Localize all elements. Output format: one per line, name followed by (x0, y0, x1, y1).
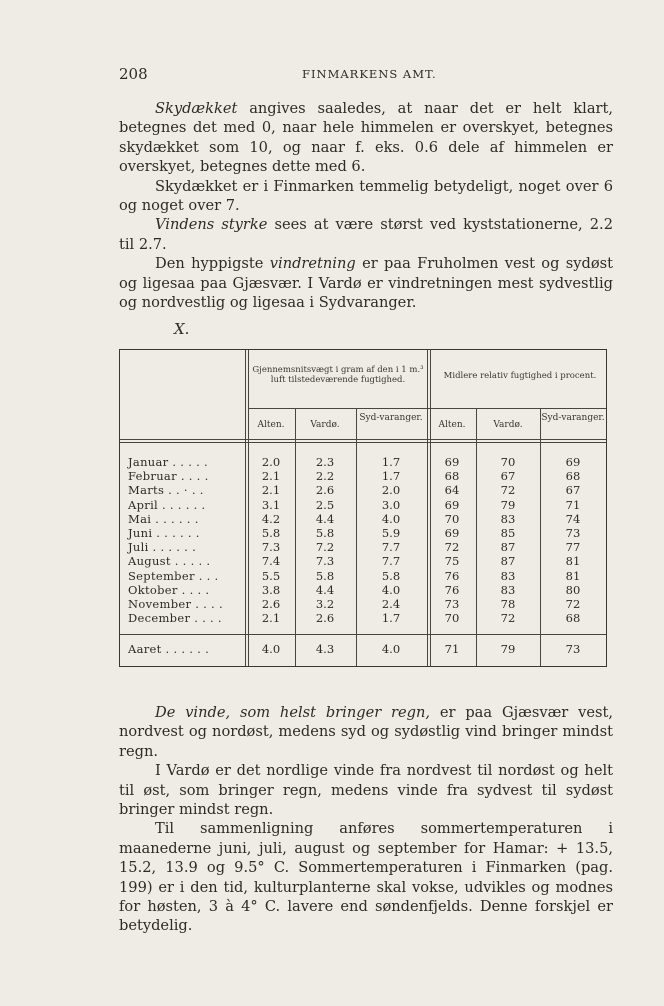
table-row-cell: 72 (500, 611, 516, 625)
paragraph (119, 99, 613, 177)
table-row-cell: 7.4 (261, 554, 281, 568)
table-row-cell: 2.6 (315, 483, 335, 497)
intro-text (119, 99, 613, 312)
table-row-cell: 87 (500, 540, 516, 554)
outro-text (119, 703, 613, 936)
table-row-cell: 5.5 (261, 569, 281, 583)
table-row-cell: 70 (444, 611, 460, 625)
table-row-cell: 1.7 (381, 455, 401, 469)
column-header: Vardø. (493, 420, 523, 430)
table-row-cell: 7.3 (315, 554, 335, 568)
table-row-cell: 2.4 (381, 597, 401, 611)
table-row-label: Oktober . . . . (128, 583, 210, 597)
table-row-label: December . . . . (128, 611, 222, 625)
table-row-cell: 79 (500, 498, 516, 512)
table-row-cell: 71 (565, 498, 581, 512)
table-row-cell: 7.7 (381, 540, 401, 554)
table-row-cell: 5.8 (261, 526, 281, 540)
paragraph-text: angives saaledes, at naar det er helt klart, betegnes det med 0, naar hele himmelen er overskyet, betegnes skydækket som 10, og naar f. eks. 0.6 dele af himmelen er overskyet, betegnes dette med 6. (119, 100, 613, 176)
paragraph-text: er paa Fruholmen vest og sydøst og ligesaa paa Gjæsvær. I Vardø er vindretningen mest sydvestlig og nordvestlig og ligesaa i Sydvaranger. (119, 255, 614, 312)
table-row-cell: 74 (565, 512, 581, 526)
table-row-cell: 83 (500, 512, 516, 526)
paragraph-text: er paa Gjæsvær vest, nordvest og nordøst, medens syd og sydøstlig vind bringer mindst regn. (119, 704, 613, 760)
total-row-cell: 4.0 (381, 642, 401, 656)
emphasis: De vinde, som helst bringer regn, (155, 704, 431, 721)
table-row-cell: 1.7 (381, 611, 401, 625)
table-row-label: Februar . . . . (128, 469, 209, 483)
column-rule (476, 408, 477, 666)
table-row-cell: 5.8 (315, 569, 335, 583)
row-rule (120, 634, 606, 635)
table-row-label: Marts . . · . . (128, 483, 204, 497)
table-row-cell: 2.2 (315, 469, 335, 483)
table-row-cell: 76 (444, 583, 460, 597)
paragraph (119, 254, 613, 312)
table-row-label: November . . . . (128, 597, 223, 611)
table-row-cell: 64 (444, 483, 460, 497)
column-rule (356, 408, 357, 666)
table-row-cell: 67 (500, 469, 516, 483)
row-rule (248, 408, 606, 409)
table-row-cell: 1.7 (381, 469, 401, 483)
table-row-cell: 7.7 (381, 554, 401, 568)
table-row-cell: 78 (500, 597, 516, 611)
table-row-label: Mai . . . . . . (128, 512, 199, 526)
table-row-label: Juni . . . . . . (128, 526, 200, 540)
table-row-cell: 2.6 (261, 597, 281, 611)
table-row-cell: 75 (444, 554, 460, 568)
table-row-cell: 73 (444, 597, 460, 611)
column-rule (427, 350, 428, 666)
table-row-cell: 81 (565, 554, 581, 568)
table-row-label: August . . . . . (128, 554, 211, 568)
table-row-label: Januar . . . . . (128, 455, 208, 469)
table-row-cell: 3.0 (381, 498, 401, 512)
table-row-cell: 70 (444, 512, 460, 526)
table-row-cell: 2.1 (261, 611, 281, 625)
table-row-cell: 5.9 (381, 526, 401, 540)
total-row-cell: 79 (500, 642, 516, 656)
page-number: 208 (119, 65, 148, 83)
table-row-cell: 2.0 (381, 483, 401, 497)
table-row-cell: 83 (500, 569, 516, 583)
table-row-cell: 69 (444, 455, 460, 469)
paragraph-text: Den hyppigste (155, 255, 270, 273)
column-header: Syd-varanger. (541, 413, 605, 423)
table-label: X. (174, 320, 190, 338)
paragraph: I Vardø er det nordlige vinde fra nordvest til nordøst og helt til øst, som bringer regn, medens vinde fra sydvest til sydøst bringer mindst regn. (119, 762, 613, 819)
table-row-cell: 2.1 (261, 469, 281, 483)
table-row-cell: 2.3 (315, 455, 335, 469)
paragraph (119, 215, 613, 254)
table-row-cell: 72 (565, 597, 581, 611)
total-row-cell: 73 (565, 642, 581, 656)
table-row-cell: 77 (565, 540, 581, 554)
table-row-cell: 4.0 (381, 583, 401, 597)
table-row-cell: 68 (565, 611, 581, 625)
group-header-relative: Midlere relativ fugtighed i procent. (443, 371, 597, 381)
column-header: Alten. (438, 420, 466, 430)
row-rule (120, 439, 606, 440)
total-row-cell: 4.3 (315, 642, 335, 656)
table-row-cell: 4.4 (315, 583, 335, 597)
column-header: Syd-varanger. (359, 413, 423, 423)
running-title: FINMARKENS AMT. (302, 67, 437, 81)
humidity-table (119, 349, 607, 667)
column-header: Alten. (257, 420, 285, 430)
column-header: Vardø. (310, 420, 340, 430)
table-row-cell: 73 (565, 526, 581, 540)
table-row-cell: 2.5 (315, 498, 335, 512)
group-header-absolute: Gjennemsnitsvægt i gram af den i 1 m.³ luft tilstedeværende fugtighed. (252, 365, 424, 385)
table-row-cell: 7.2 (315, 540, 335, 554)
table-row-cell: 69 (565, 455, 581, 469)
table-row-cell: 72 (500, 483, 516, 497)
total-row-cell: 4.0 (261, 642, 281, 656)
table-row-cell: 80 (565, 583, 581, 597)
table-row-label: September . . . (128, 569, 219, 583)
emphasis: vindretning (269, 255, 356, 273)
table-row-cell: 76 (444, 569, 460, 583)
table-row-cell: 3.2 (315, 597, 335, 611)
table-row-cell: 4.4 (315, 512, 335, 526)
emphasis: Skydækket (155, 100, 238, 117)
table-row-cell: 2.6 (315, 611, 335, 625)
paragraph: Skydækket er i Finmarken temmelig betydeligt, noget over 6 og noget over 7. (119, 177, 613, 215)
table-row-label: Juli . . . . . . (128, 540, 197, 554)
table-row-cell: 69 (444, 526, 460, 540)
paragraph-text: sees at være størst ved kyststationerne, 2.2 til 2.7. (119, 216, 613, 253)
table-row-cell: 68 (444, 469, 460, 483)
paragraph: Til sammenligning anføres sommertemperaturen i maanederne juni, juli, august og september for Hamar: + 13.5, 15.2, 13.9 og 9.5° C. Sommertemperaturen i Finmarken (pag. 199) er i den tid, kulturplanterne skal vokse, udvikles og modnes for høsten, 3 à 4° C. lavere end søndenfjelds. Denne forskjel er betydelig. (119, 820, 613, 935)
table-row-cell: 3.8 (261, 583, 281, 597)
table-row-label: April . . . . . . (128, 498, 206, 512)
table-row-cell: 81 (565, 569, 581, 583)
table-row-cell: 83 (500, 583, 516, 597)
table-row-cell: 85 (500, 526, 516, 540)
table-row-cell: 70 (500, 455, 516, 469)
table-row-cell: 69 (444, 498, 460, 512)
table-row-cell: 7.3 (261, 540, 281, 554)
table-row-cell: 4.2 (261, 512, 281, 526)
table-row-cell: 2.1 (261, 483, 281, 497)
table-row-cell: 67 (565, 483, 581, 497)
emphasis: Vindens styrke (155, 216, 268, 234)
total-row-label: Aaret . . . . . . (128, 642, 210, 656)
table-row-cell: 87 (500, 554, 516, 568)
table-row-cell: 72 (444, 540, 460, 554)
total-row-cell: 71 (444, 642, 460, 656)
table-row-cell: 3.1 (261, 498, 281, 512)
table-row-cell: 5.8 (315, 526, 335, 540)
row-rule (120, 442, 606, 443)
table-row-cell: 68 (565, 469, 581, 483)
table-row-cell: 5.8 (381, 569, 401, 583)
paragraph (119, 703, 613, 761)
table-row-cell: 2.0 (261, 455, 281, 469)
table-row-cell: 4.0 (381, 512, 401, 526)
column-rule (245, 350, 246, 666)
